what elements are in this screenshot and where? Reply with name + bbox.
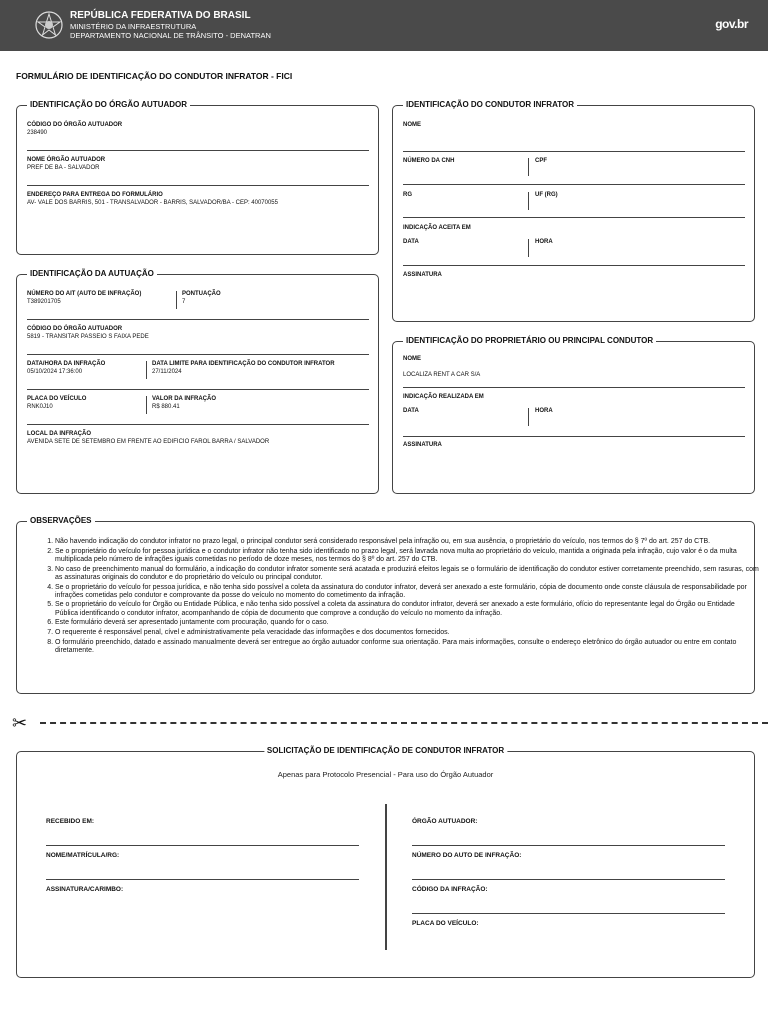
section-title: IDENTIFICAÇÃO DA AUTUAÇÃO [27, 269, 157, 278]
list-item: 4. Se o proprietário do veículo for pessoa jurídica, e não tenha sido possível a coleta da assinatura do condutor infrator, deverá ser anexado a este formulário, cópia de documento onde conste cláusula de responsabilidade por infrações cometidas pelo condutor e comprovante da posse do veículo no momento do cometimento da infração. [55, 584, 759, 601]
condutor-hora-field[interactable] [535, 239, 553, 245]
divider [27, 424, 369, 425]
solicitacao-section [16, 746, 755, 978]
proprietario-hora-field[interactable] [535, 408, 553, 414]
autuacao-section [16, 269, 379, 494]
orgao-autuador-label: ÓRGÃO AUTUADOR: [412, 818, 478, 825]
condutor-nome-field[interactable] [403, 122, 421, 128]
list-item: 1. Não havendo indicação do condutor infrator no prazo legal, o principal condutor será considerado responsável pela infração ou, em sua ausência, o proprietário do veículo, nos termos do § 7º do art. 257 do CTB. [55, 538, 759, 546]
govbr-logo[interactable]: gov.br [715, 17, 748, 31]
field-label: INDICAÇÃO REALIZADA EM [403, 394, 484, 400]
condutor-assinatura-field[interactable] [403, 272, 442, 278]
list-item: 6. Este formulário deverá ser apresentado juntamente com procuração, quando for o caso. [55, 619, 759, 627]
orgao-codigo-field [27, 122, 122, 136]
local-field [27, 431, 269, 445]
section-title: IDENTIFICAÇÃO DO ÓRGÃO AUTUADOR [27, 100, 190, 109]
divider [403, 184, 745, 185]
ait-field [27, 291, 141, 305]
nome-matricula-label: NOME/MATRÍCULA/RG: [46, 852, 120, 859]
proprietario-data-field[interactable] [403, 408, 419, 414]
numero-auto-label: NÚMERO DO AUTO DE INFRAÇÃO: [412, 852, 522, 859]
field-value: 5819 - TRANSITAR PASSEIO S FAIXA PEDE [27, 334, 149, 340]
divider [528, 158, 529, 176]
orgao-autuador-line[interactable] [412, 845, 725, 846]
divider [403, 387, 745, 388]
field-value: R$ 880.41 [152, 404, 180, 410]
divider [403, 265, 745, 266]
field-label: CÓDIGO DO ÓRGÃO AUTUADOR [27, 122, 123, 128]
condutor-infrator-section [392, 100, 755, 322]
field-label: NOME [403, 122, 421, 128]
nome-matricula-line[interactable] [46, 879, 359, 880]
divider [403, 151, 745, 152]
section-subtitle: Apenas para Protocolo Presencial - Para uso do Órgão Autuador [277, 770, 494, 779]
header-line3: DEPARTAMENTO NACIONAL DE TRÂNSITO - DENATRAN [70, 31, 271, 40]
numero-auto-line[interactable] [412, 879, 725, 880]
field-value: 7 [182, 299, 186, 305]
proprietario-assinatura-field[interactable] [403, 442, 442, 448]
indicacao-realizada-label [403, 394, 484, 400]
rg-field[interactable] [403, 192, 412, 198]
field-label: ENDEREÇO PARA ENTREGA DO FORMULÁRIO [27, 192, 163, 198]
field-value: LOCALIZA RENT A CAR S/A [403, 372, 481, 378]
valor-field [152, 396, 216, 410]
field-label: ASSINATURA [403, 442, 442, 448]
field-value: PREF DE BA - SALVADOR [27, 165, 100, 171]
field-label: HORA [535, 239, 553, 245]
divider [528, 192, 529, 210]
list-item: 3. No caso de preenchimento manual do formulário, a indicação do condutor infrator somente será acatada e produzirá efeitos legais se o formulário de identificação do condutor estiver corretamente preenchido, sem rasuras, com as assinaturas originais do condutor e do proprietário do veículo ou principal condutor. [55, 566, 759, 583]
center-divider [385, 804, 387, 950]
divider [146, 396, 147, 414]
divider [528, 239, 529, 257]
field-label: DATA/HORA DA INFRAÇÃO [27, 361, 106, 367]
field-label: PLACA DO VEÍCULO [27, 396, 87, 402]
recebido-em-line[interactable] [46, 845, 359, 846]
list-item: 2. Se o proprietário do veículo for pessoa jurídica e o condutor infrator não tenha sido identificado no prazo legal, será lavrada nova multa ao proprietário do veículo, mantida a originada pela infração, cujo valor é o da multa multiplicada pelo número de infrações iguais cometidas no período de doze meses, nos termos do § 8º do art. 257 do CTB. [55, 548, 759, 565]
scissors-icon: ✂ [12, 713, 28, 733]
codigo-infracao-line[interactable] [412, 913, 725, 914]
field-label: DATA [403, 239, 419, 245]
field-label: CPF [535, 158, 547, 164]
header-line2: MINISTÉRIO DA INFRAESTRUTURA [70, 22, 197, 31]
cnh-field[interactable] [403, 158, 454, 164]
cut-line [12, 713, 768, 733]
field-label: NOME ÓRGÃO AUTUADOR [27, 157, 106, 163]
orgao-autuador-section [16, 100, 379, 255]
field-label: NÚMERO DA CNH [403, 158, 455, 164]
observacoes-list [39, 538, 759, 657]
observacoes-section [16, 516, 759, 694]
field-label: CÓDIGO DO ÓRGÃO AUTUADOR [27, 326, 123, 332]
orgao-nome-field [27, 157, 105, 171]
field-value: 05/10/2024 17:36:00 [27, 369, 83, 375]
section-title: OBSERVAÇÕES [27, 516, 95, 525]
indicacao-aceita-label [403, 225, 471, 231]
field-label: INDICAÇÃO ACEITA EM [403, 225, 471, 231]
codigo-infracao-label: CÓDIGO DA INFRAÇÃO: [412, 886, 488, 893]
cpf-field[interactable] [535, 158, 547, 164]
divider [27, 150, 369, 151]
assinatura-carimbo-label: ASSINATURA/CARIMBO: [46, 886, 124, 893]
list-item: 5. Se o proprietário do veículo for Órgão ou Entidade Pública, e não tenha sido possível a coleta da assinatura do condutor infrator, deverá ser anexado a este formulário, ofício do representante legal do Órgão ou Entidade Pública identificando o condutor infrator, acompanhando de cópia de documento que comprove a condução do veículo no momento da infração. [55, 601, 759, 618]
proprietario-section [392, 336, 755, 494]
condutor-data-field[interactable] [403, 239, 419, 245]
field-label: NOME [403, 356, 421, 362]
divider [528, 408, 529, 426]
divider [176, 291, 177, 309]
field-label: RG [403, 192, 412, 198]
data-limite-field [152, 361, 335, 375]
autuacao-codigo-field [27, 326, 149, 340]
document-title: FORMULÁRIO DE IDENTIFICAÇÃO DO CONDUTOR INFRATOR - FICI [16, 71, 293, 81]
field-label: ASSINATURA [403, 272, 442, 278]
field-label: NÚMERO DO AIT (AUTO DE INFRAÇÃO) [27, 291, 142, 297]
field-label: HORA [535, 408, 553, 414]
section-title: SOLICITAÇÃO DE IDENTIFICAÇÃO DE CONDUTOR INFRATOR [264, 746, 507, 755]
field-value: AV- VALE DOS BARRIS, 501 - TRANSALVADOR - BARRIS, SALVADOR/BA - CEP: 40070055 [27, 200, 278, 206]
pontuacao-field [182, 291, 221, 305]
section-title: IDENTIFICAÇÃO DO PROPRIETÁRIO OU PRINCIPAL CONDUTOR [403, 336, 656, 345]
field-value: AVENIDA SETE DE SETEMBRO EM FRENTE AO EDIFICIO FAROL BARRA / SALVADOR [27, 439, 270, 445]
gov-header [0, 0, 768, 51]
divider [403, 436, 745, 437]
field-label: LOCAL DA INFRAÇÃO [27, 431, 91, 437]
uf-rg-field[interactable] [535, 192, 558, 198]
field-value: RNK0J10 [27, 404, 53, 410]
orgao-endereco-field [27, 192, 278, 206]
field-value: 238490 [27, 130, 48, 136]
field-value: T389201705 [27, 299, 61, 305]
divider [27, 389, 369, 390]
datahora-field [27, 361, 105, 375]
field-label: DATA LIMITE PARA IDENTIFICAÇÃO DO CONDUTOR INFRATOR [152, 361, 335, 367]
list-item: 7. O requerente é responsável penal, cível e administrativamente pela veracidade das informações e dos documentos fornecidos. [55, 629, 759, 637]
field-label: UF (RG) [535, 192, 558, 198]
divider [146, 361, 147, 379]
divider [27, 185, 369, 186]
field-value: 27/11/2024 [152, 369, 182, 375]
header-line1: REPÚBLICA FEDERATIVA DO BRASIL [70, 10, 251, 21]
dashed-line [40, 722, 768, 724]
brazil-coat-of-arms-icon [34, 10, 64, 40]
placa-field [27, 396, 86, 410]
recebido-em-label: RECEBIDO EM: [46, 818, 95, 825]
divider [27, 319, 369, 320]
divider [27, 354, 369, 355]
divider [403, 217, 745, 218]
placa-veiculo-label: PLACA DO VEÍCULO: [412, 920, 479, 927]
field-label: PONTUAÇÃO [182, 291, 221, 297]
proprietario-nome-field [403, 356, 480, 378]
field-label: DATA [403, 408, 419, 414]
section-title: IDENTIFICAÇÃO DO CONDUTOR INFRATOR [403, 100, 577, 109]
list-item: 8. O formulário preenchido, datado e assinado manualmente deverá ser entregue ao órgão autuador conforme sua orientação. Para mais informações, consulte o endereço eletrônico do órgão autuador ou entre em contato diretamente. [55, 639, 759, 656]
field-label: VALOR DA INFRAÇÃO [152, 396, 216, 402]
